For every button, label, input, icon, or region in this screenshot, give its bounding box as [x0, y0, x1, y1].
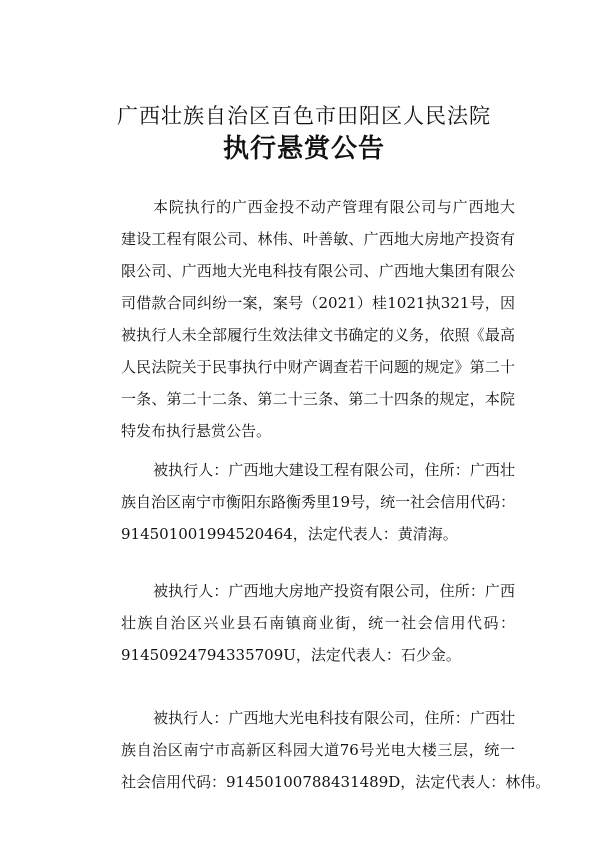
executed-person-line: 族自治区南宁市高新区科园大道76号光电大楼三层，统一 — [121, 741, 515, 759]
executed-person-line: 被执行人：广西地大建设工程有限公司，住所：广西壮 — [153, 461, 515, 479]
intro-line: 司借款合同纠纷一案，案号（2021）桂1021执321号，因 — [121, 294, 515, 312]
executed-person-line: 914501001994520464，法定代表人：黄清海。 — [121, 525, 458, 543]
intro-line: 被执行人未全部履行生效法律文书确定的义务，依照《最高 — [121, 326, 515, 344]
executed-person-line: 被执行人：广西地大光电科技有限公司，住所：广西壮 — [153, 709, 515, 727]
executed-person-line: 91450924794335709U，法定代表人：石少金。 — [121, 646, 461, 664]
notice-title: 执行悬赏公告 — [222, 134, 385, 164]
intro-line: 限公司、广西地大光电科技有限公司、广西地大集团有限公 — [121, 262, 515, 280]
intro-line: 人民法院关于民事执行中财产调查若干问题的规定》第二十 — [121, 358, 515, 376]
intro-line: 一条、第二十二条、第二十三条、第二十四条的规定，本院 — [121, 390, 515, 408]
executed-person-line: 社会信用代码：91450100788431489D，法定代表人：林伟。 — [121, 773, 551, 791]
intro-line: 建设工程有限公司、林伟、叶善敏、广西地大房地产投资有 — [121, 230, 515, 248]
executed-person-line: 壮族自治区兴业县石南镇商业街，统一社会信用代码： — [121, 614, 515, 632]
court-name: 广西壮族自治区百色市田阳区人民法院 — [117, 104, 491, 128]
executed-person-line: 族自治区南宁市衡阳东路衡秀里19号，统一社会信用代码： — [121, 493, 516, 511]
executed-person-line: 被执行人：广西地大房地产投资有限公司，住所：广西 — [153, 582, 515, 600]
intro-line: 特发布执行悬赏公告。 — [121, 422, 272, 440]
intro-line: 本院执行的广西金投不动产管理有限公司与广西地大 — [153, 198, 515, 216]
